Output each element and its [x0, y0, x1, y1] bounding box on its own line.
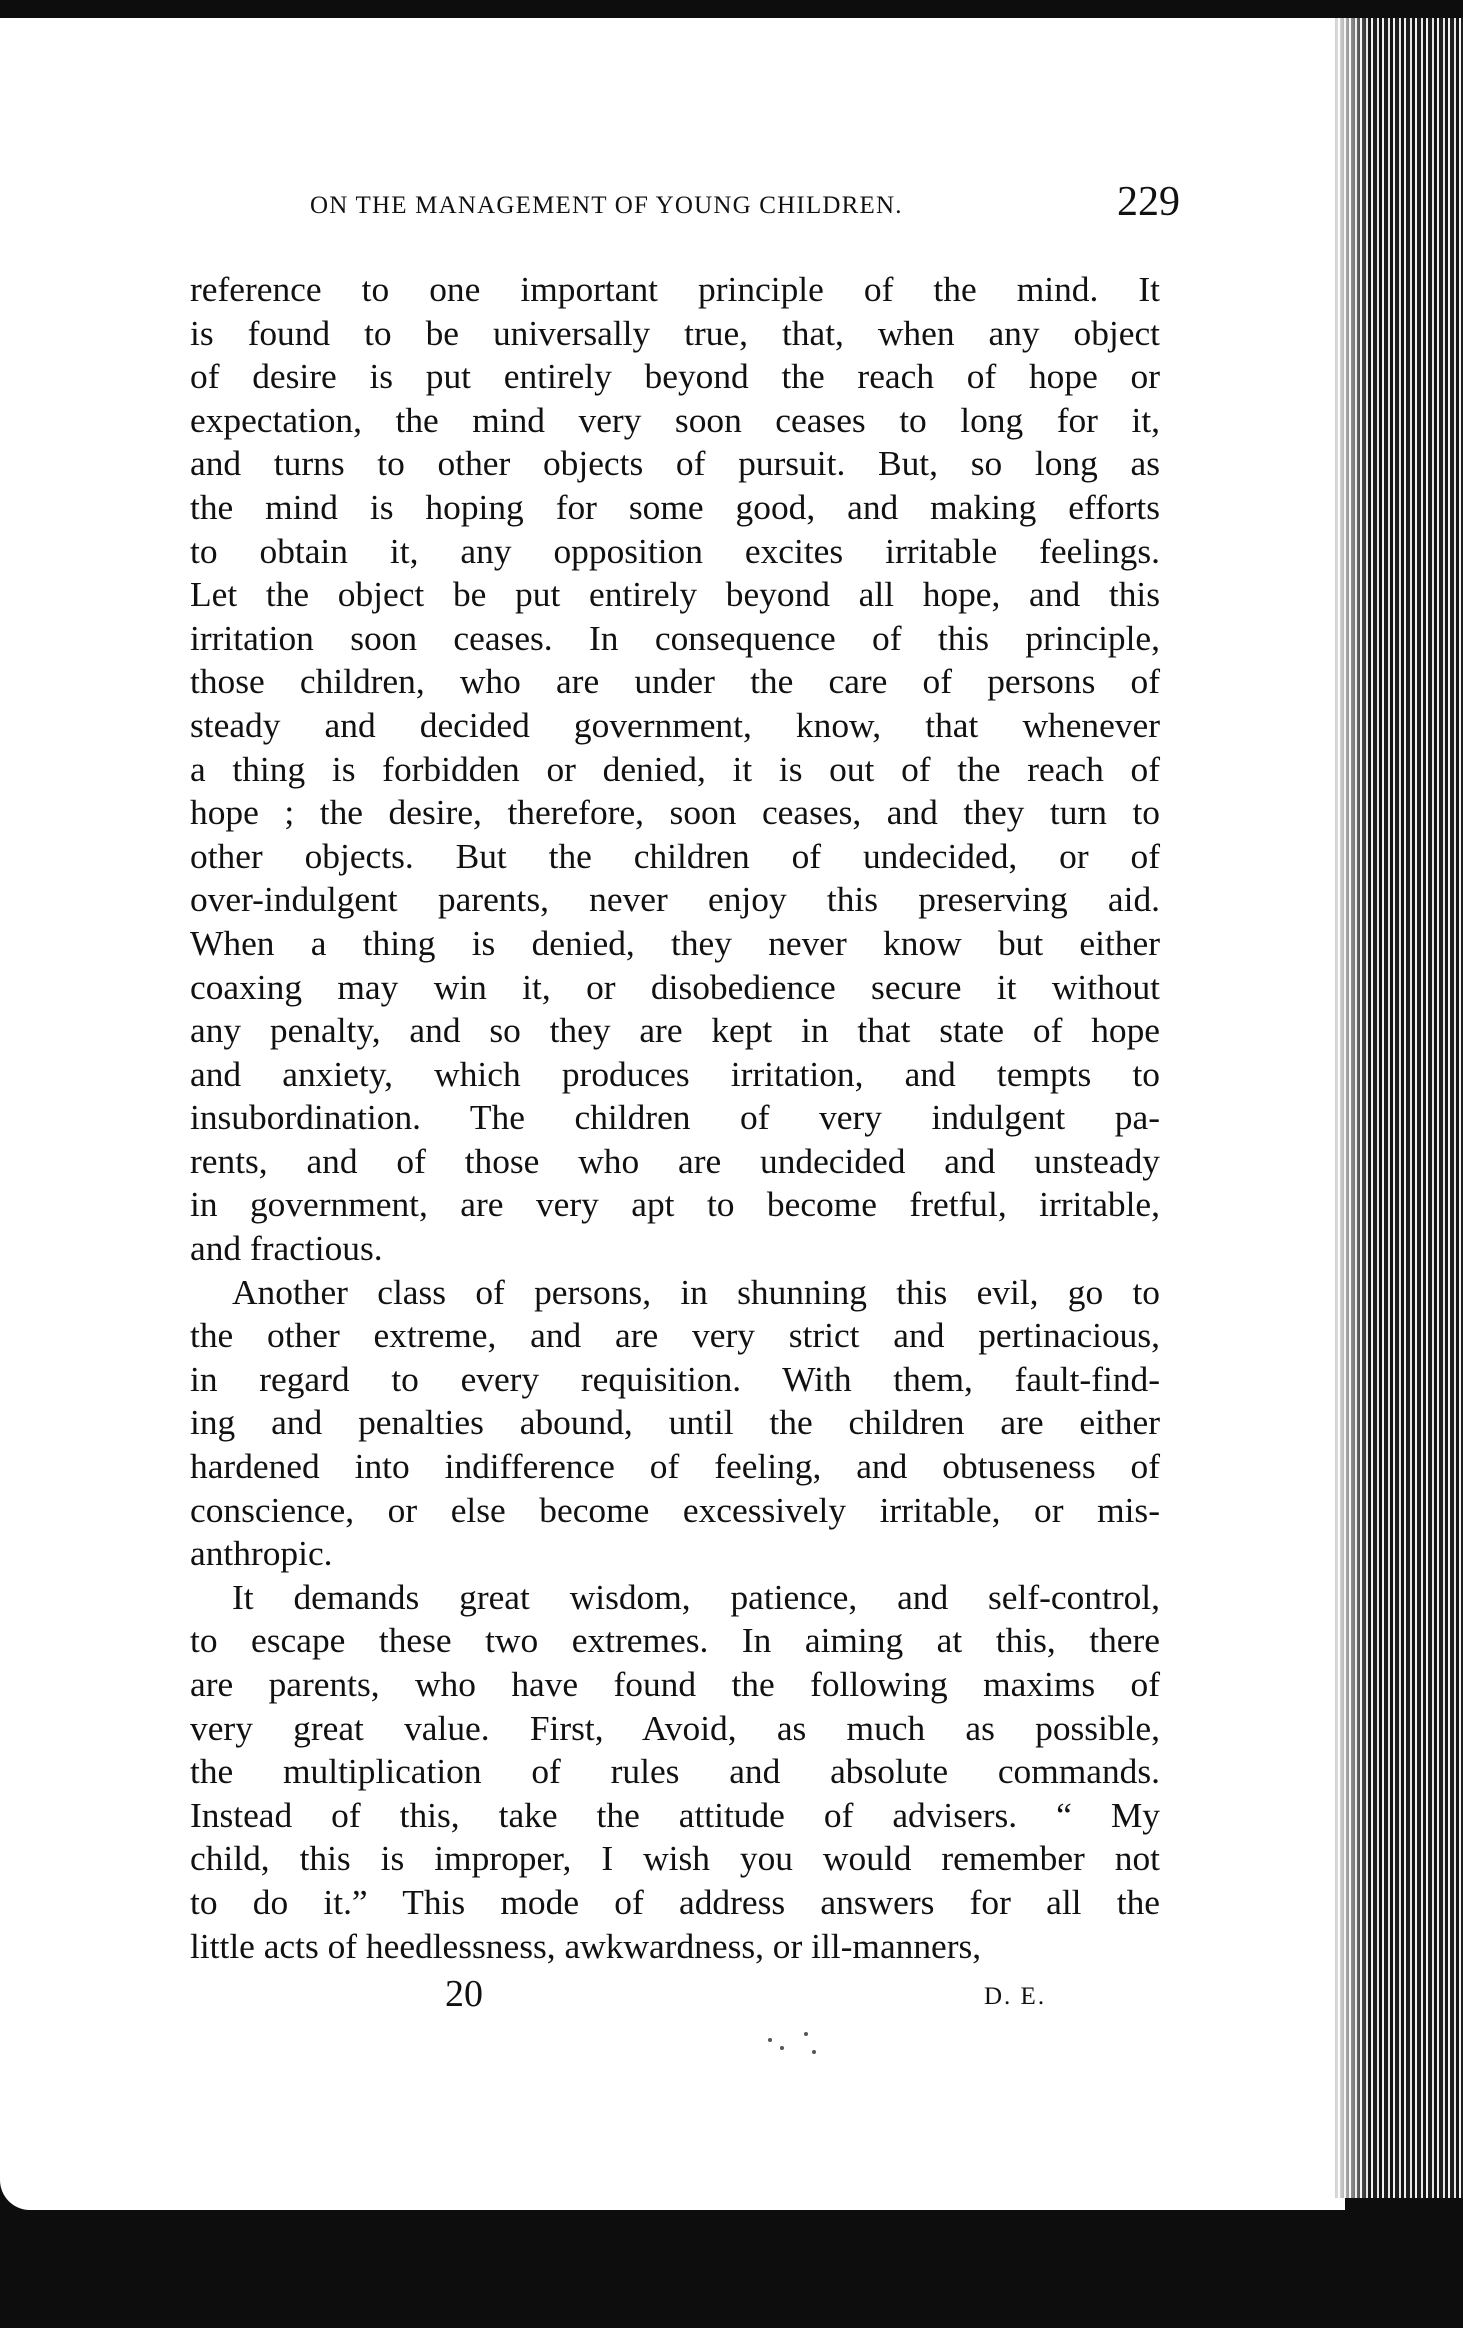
- text-line: reference to one important principle of the mind. It: [190, 269, 1160, 309]
- text-line: Instead of this, take the attitude of advisers. “ My: [190, 1794, 1160, 1835]
- text-line: insubordination. The children of very indulgent pa-: [190, 1097, 1160, 1138]
- text-line: a thing is forbidden or denied, it is out of the reach of: [190, 748, 1160, 789]
- text-line: child, this is improper, I wish you would remember not: [190, 1838, 1160, 1879]
- text-line: is found to be universally true, that, when any object: [190, 312, 1160, 353]
- text-line: and fractious.: [190, 1228, 383, 1269]
- ink-speck: [812, 2050, 816, 2054]
- ink-speck: [780, 2046, 784, 2050]
- page-number: 229: [1117, 179, 1180, 225]
- ink-speck: [804, 2032, 808, 2036]
- paragraph: [190, 1576, 1160, 1968]
- text-line: the mind is hoping for some good, and making efforts: [190, 486, 1160, 527]
- text-line: hardened into indifference of feeling, and obtuseness of: [190, 1446, 1160, 1487]
- text-line: to do it.” This mode of address answers for all the: [190, 1881, 1160, 1922]
- text-line: irritation soon ceases. In consequence of this principle,: [190, 617, 1160, 658]
- text-line: those children, who are under the care of persons of: [190, 661, 1160, 702]
- text-line: any penalty, and so they are kept in that state of hope: [190, 1010, 1160, 1051]
- text-line: over-indulgent parents, never enjoy this preserving aid.: [190, 879, 1160, 920]
- text-line: other objects. But the children of undecided, or of: [190, 835, 1160, 876]
- text-line: rents, and of those who are undecided and unsteady: [190, 1140, 1160, 1181]
- ink-speck: [768, 2038, 772, 2042]
- text-line: steady and decided government, know, that whenever: [190, 704, 1160, 745]
- text-line: It demands great wisdom, patience, and self-control,: [232, 1576, 1160, 1617]
- text-line: conscience, or else become excessively irritable, or mis-: [190, 1489, 1160, 1530]
- paragraph: [190, 268, 1160, 1271]
- text-line: expectation, the mind very soon ceases to long for it,: [190, 399, 1160, 440]
- text-line: coaxing may win it, or disobedience secure it without: [190, 966, 1160, 1007]
- paragraph: [190, 1271, 1160, 1576]
- running-head: [310, 178, 1180, 228]
- text-line: Let the object be put entirely beyond all hope, and this: [190, 574, 1160, 615]
- body-text: [190, 268, 1160, 1968]
- signature-initials: D. E.: [984, 1983, 1047, 2010]
- text-line: When a thing is denied, they never know but either: [190, 922, 1160, 963]
- text-line: are parents, who have found the following maxims of: [190, 1664, 1160, 1704]
- signature-mark: 20: [445, 1973, 483, 2015]
- page-edge-shadow: [1290, 18, 1370, 2198]
- text-line: ing and penalties abound, until the children are either: [190, 1402, 1160, 1443]
- text-line: of desire is put entirely beyond the reach of hope or: [190, 356, 1160, 397]
- text-line: and anxiety, which produces irritation, and tempts to: [190, 1053, 1160, 1094]
- running-head-title: ON THE MANAGEMENT OF YOUNG CHILDREN.: [310, 192, 903, 219]
- text-line: to escape these two extremes. In aiming at this, there: [190, 1620, 1160, 1661]
- text-line: anthropic.: [190, 1533, 333, 1574]
- text-line: Another class of persons, in shunning this evil, go to: [232, 1271, 1160, 1312]
- text-line: the multiplication of rules and absolute commands.: [190, 1751, 1160, 1792]
- text-line: the other extreme, and are very strict and pertinacious,: [190, 1315, 1160, 1356]
- text-line: to obtain it, any opposition excites irritable feelings.: [190, 530, 1160, 571]
- text-line: very great value. First, Avoid, as much as possible,: [190, 1707, 1160, 1748]
- text-line: in regard to every requisition. With them, fault-find-: [190, 1358, 1160, 1399]
- text-line: in government, are very apt to become fretful, irritable,: [190, 1184, 1160, 1225]
- text-line: and turns to other objects of pursuit. But, so long as: [190, 443, 1160, 484]
- text-line: hope ; the desire, therefore, soon ceases, and they turn to: [190, 792, 1160, 833]
- text-line: little acts of heedlessness, awkwardness, or ill-manners,: [190, 1925, 982, 1966]
